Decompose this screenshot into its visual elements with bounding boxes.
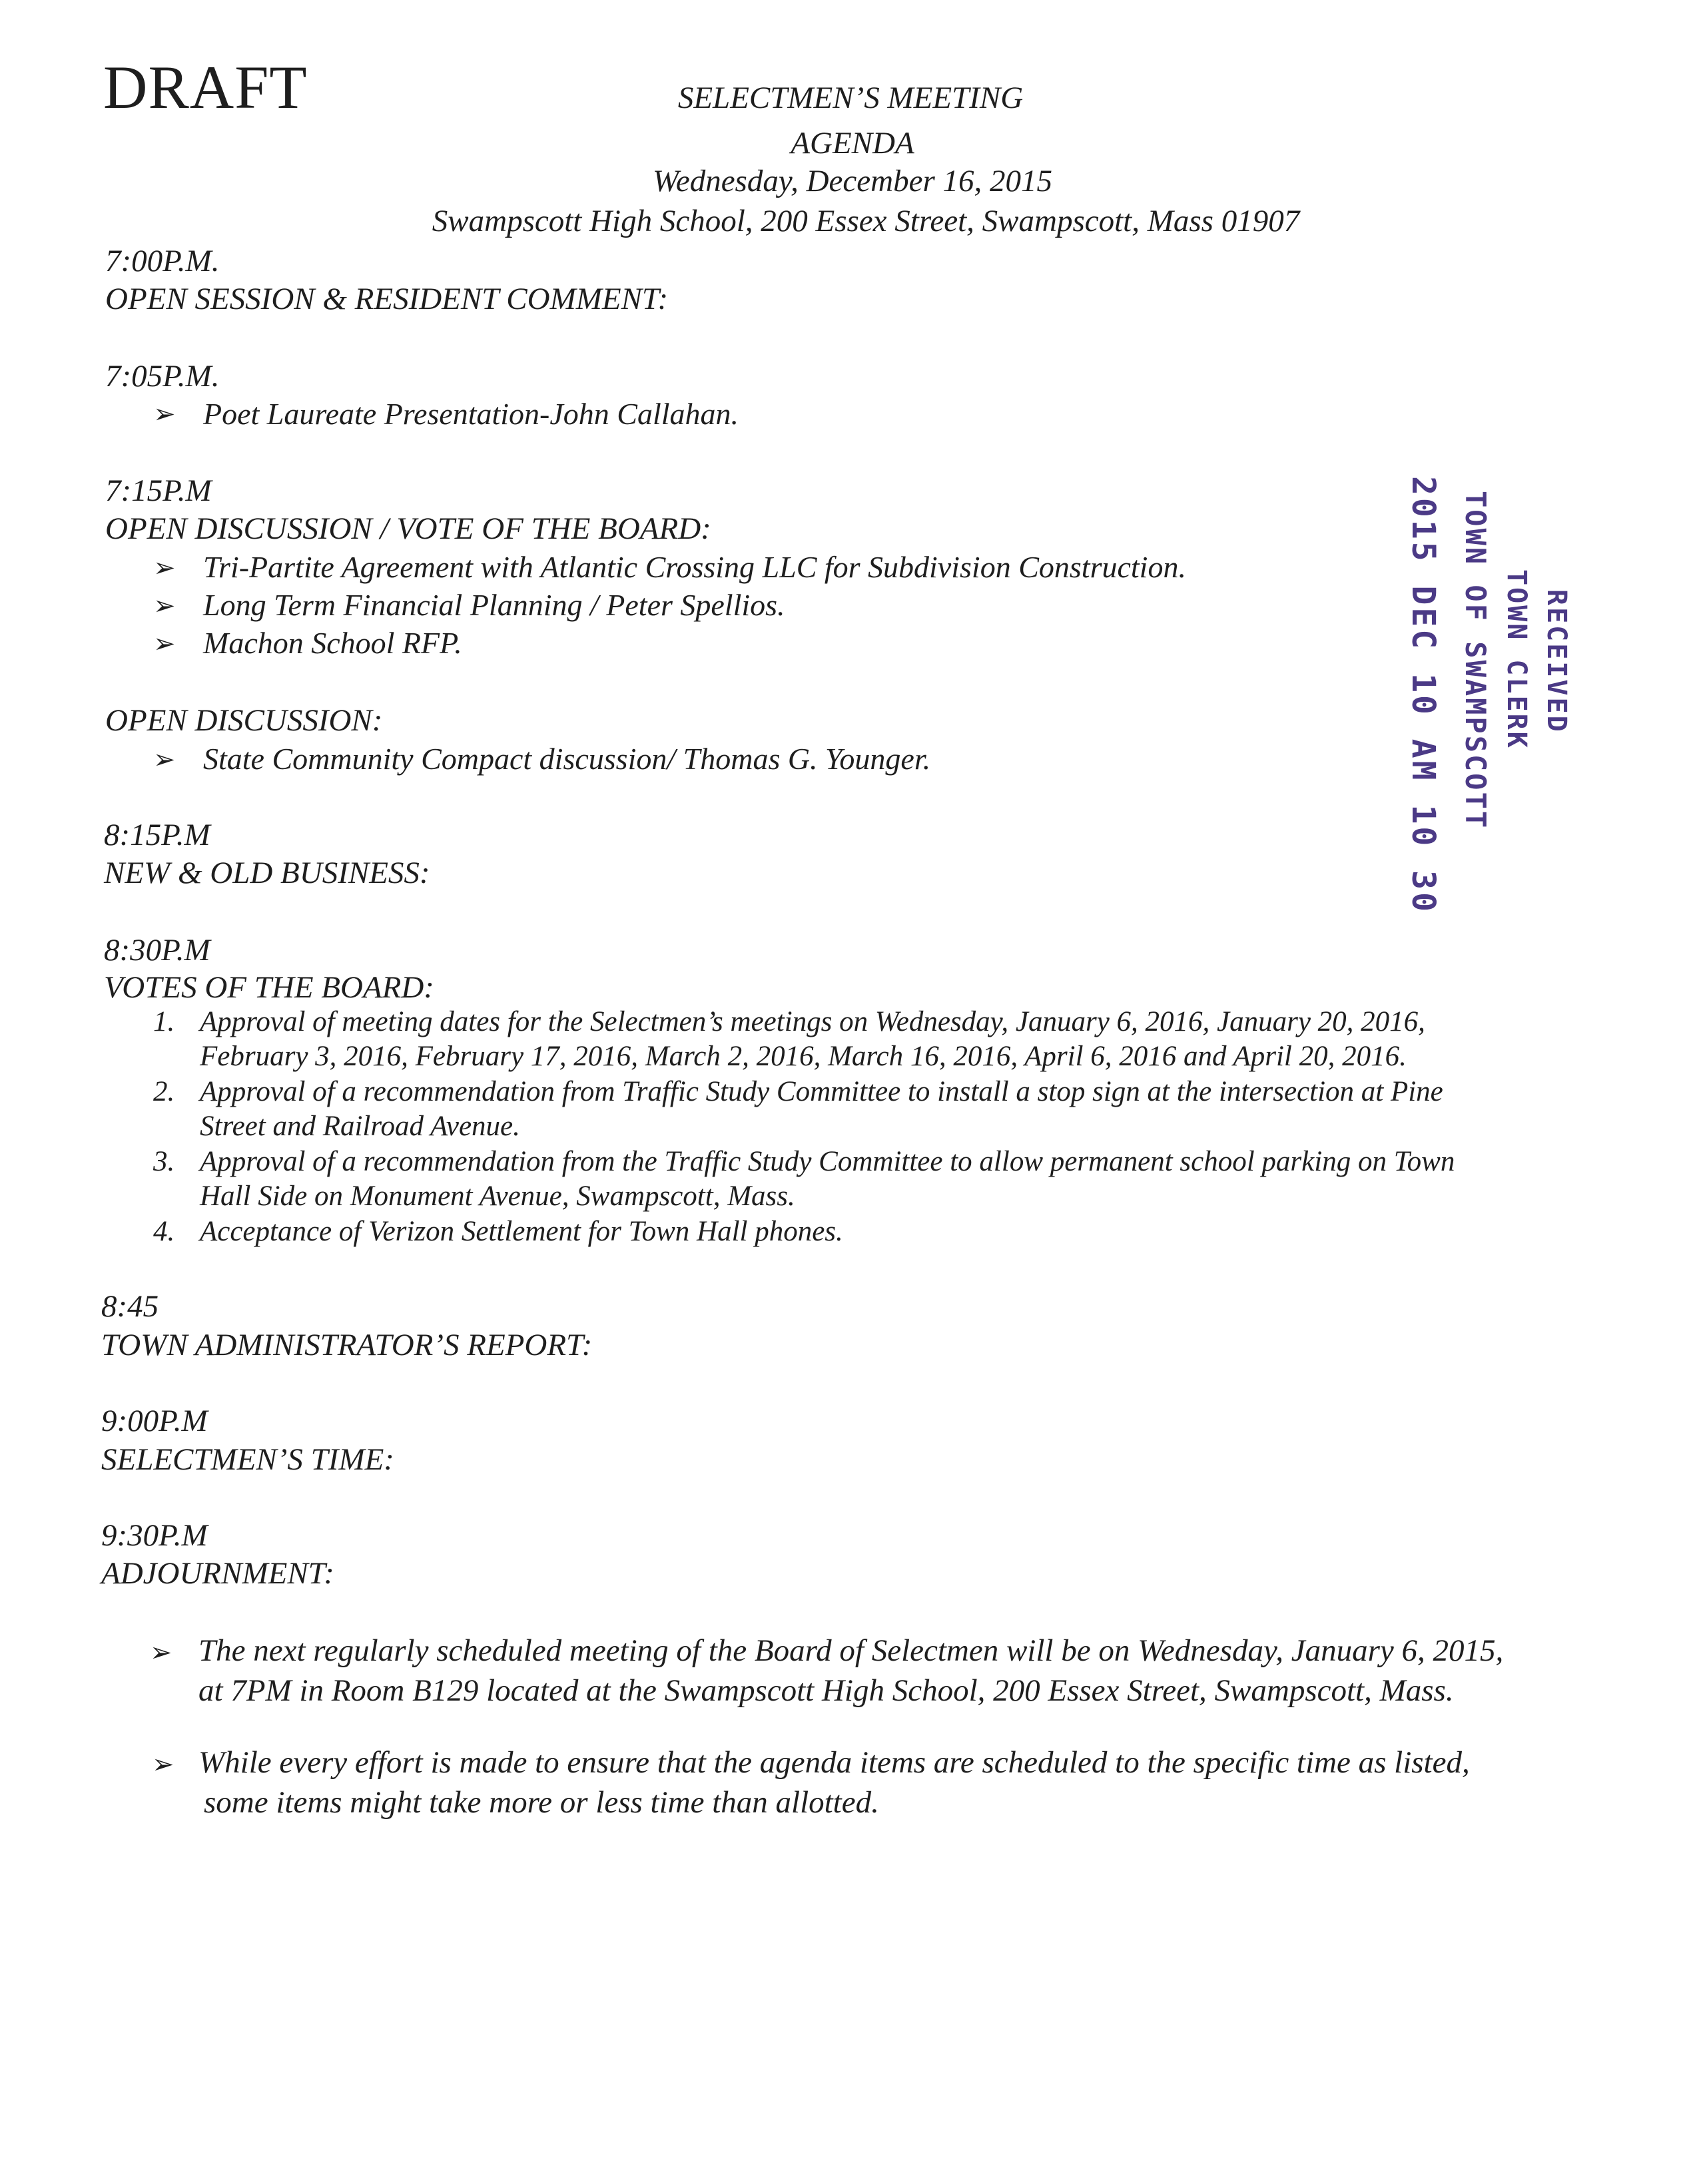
list-item: Tri-Partite Agreement with Atlantic Crossing LLC for Subdivision Construction.	[203, 550, 1186, 584]
section-votes-of-board: VOTES OF THE BOARD:	[104, 970, 434, 1005]
time-715: 7:15P.M	[105, 473, 212, 508]
vote-number: 3.	[153, 1146, 175, 1177]
section-town-admin-report: TOWN ADMINISTRATOR’S REPORT:	[101, 1328, 593, 1362]
bullet-arrow-icon: ➢	[153, 629, 176, 659]
stamp-date-time: 2015 DEC 10 AM 10 30	[1405, 476, 1442, 914]
meeting-date: Wednesday, December 16, 2015	[653, 164, 1052, 198]
stamp-town-name: TOWN OF SWAMPSCOTT	[1459, 491, 1492, 830]
section-open-discussion: OPEN DISCUSSION:	[105, 703, 383, 738]
vote-item-text: Approval of a recommendation from the Traffic Study Committee to allow permanent school parking on Town	[200, 1146, 1455, 1177]
section-open-discussion-vote: OPEN DISCUSSION / VOTE OF THE BOARD:	[105, 511, 711, 546]
vote-item-text: Approval of a recommendation from Traffic Study Committee to install a stop sign at the intersection at Pine	[200, 1076, 1443, 1107]
section-selectmens-time: SELECTMEN’S TIME:	[101, 1442, 394, 1477]
note-time-disclaimer: While every effort is made to ensure that the agenda items are scheduled to the specific time as listed,	[198, 1745, 1470, 1780]
time-705: 7:05P.M.	[105, 359, 220, 394]
time-845: 8:45	[101, 1289, 159, 1324]
agenda-subtitle: AGENDA	[791, 126, 914, 160]
list-item: Long Term Financial Planning / Peter Spellios.	[203, 588, 785, 622]
section-new-old-business: NEW & OLD BUSINESS:	[104, 856, 430, 890]
vote-item-text: Acceptance of Verizon Settlement for Town Hall phones.	[200, 1216, 843, 1247]
meeting-title: SELECTMEN’S MEETING	[677, 81, 1024, 115]
bullet-arrow-icon: ➢	[153, 744, 176, 774]
vote-item-text: Approval of meeting dates for the Selectmen’s meetings on Wednesday, January 6, 2016, January 20, 2016,	[200, 1006, 1425, 1037]
note-time-disclaimer-cont: some items might take more or less time than allotted.	[204, 1785, 879, 1820]
time-900: 9:00P.M	[101, 1404, 208, 1438]
section-adjournment: ADJOURNMENT:	[101, 1556, 334, 1591]
received-stamp	[1369, 476, 1575, 914]
bullet-arrow-icon: ➢	[153, 399, 176, 429]
bullet-arrow-icon: ➢	[153, 591, 176, 621]
section-open-session: OPEN SESSION & RESIDENT COMMENT:	[105, 282, 669, 316]
bullet-arrow-icon: ➢	[152, 1749, 174, 1779]
vote-number: 1.	[153, 1006, 175, 1037]
vote-number: 4.	[153, 1216, 175, 1247]
draft-label: DRAFT	[103, 53, 308, 121]
time-930: 9:30P.M	[101, 1518, 208, 1553]
time-700: 7:00P.M.	[105, 244, 220, 278]
stamp-received: RECEIVED	[1541, 589, 1572, 734]
list-item: Machon School RFP.	[203, 626, 462, 660]
stamp-town-clerk: TOWN CLERK	[1501, 569, 1532, 750]
vote-number: 2.	[153, 1076, 175, 1107]
time-815: 8:15P.M	[104, 818, 210, 852]
meeting-location: Swampscott High School, 200 Essex Street, Swampscott, Mass 01907	[432, 204, 1300, 238]
list-item: Poet Laureate Presentation-John Callahan.	[203, 397, 739, 431]
bullet-arrow-icon: ➢	[150, 1637, 172, 1667]
vote-item-text: Hall Side on Monument Avenue, Swampscott, Mass.	[200, 1181, 795, 1212]
bullet-arrow-icon: ➢	[153, 553, 176, 583]
vote-item-text: February 3, 2016, February 17, 2016, March 2, 2016, March 16, 2016, April 6, 2016 and April 20, 2016.	[200, 1041, 1407, 1072]
note-next-meeting: The next regularly scheduled meeting of the Board of Selectmen will be on Wednesday, January 6, 2015,	[198, 1633, 1504, 1668]
note-next-meeting-cont: at 7PM in Room B129 located at the Swampscott High School, 200 Essex Street, Swampscott, Mass.	[198, 1673, 1454, 1708]
list-item: State Community Compact discussion/ Thomas G. Younger.	[203, 742, 931, 776]
vote-item-text: Street and Railroad Avenue.	[200, 1111, 520, 1142]
time-830: 8:30P.M	[104, 933, 210, 967]
